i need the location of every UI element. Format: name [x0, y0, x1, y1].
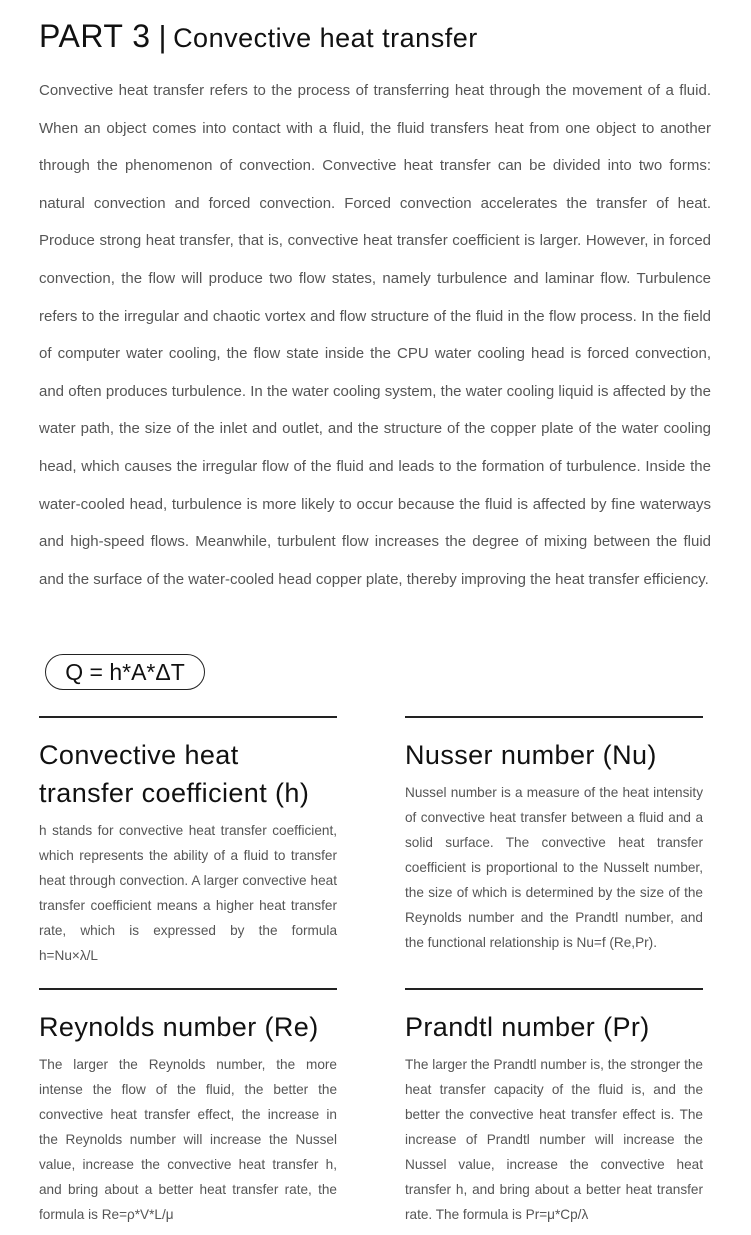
card-convective-coefficient [39, 716, 337, 968]
card-reynolds-number [39, 988, 337, 1227]
intro-paragraph: Convective heat transfer refers to the process of transferring heat through the movement of a fluid. When an object comes into contact with a fluid, the fluid transfers heat from one object to another through the phenomenon of convection. Convective heat transfer can be divided into two forms: natural convection and forced convection. Forced convection accelerates the transfer of heat. Produce strong heat transfer, that is, convective heat transfer coefficient is larger. However, in forced convection, the flow will produce two flow states, namely turbulence and laminar flow. Turbulence refers to the irregular and chaotic vortex and flow structure of the fluid in the flow process. In the field of computer water cooling, the flow state inside the CPU water cooling head is forced convection, and often produces turbulence. In the water cooling system, the water cooling liquid is affected by the water path, the size of the inlet and outlet, and the structure of the copper plate of the water cooling head, which causes the irregular flow of the fluid and leads to the formation of turbulence. Inside the water-cooled head, turbulence is more likely to occur because the fluid is affected by fine waterways and high-speed flows. Meanwhile, turbulent flow increases the degree of mixing between the fluid and the surface of the water-cooled head copper plate, thereby improving the heat transfer efficiency. [39, 82, 711, 588]
section-title: Convective heat transfer [173, 23, 478, 53]
divider [405, 716, 703, 718]
card-prandtl-number [405, 988, 703, 1227]
divider [405, 988, 703, 990]
card-body: The larger the Reynolds number, the more intense the flow of the fluid, the better the convective heat transfer effect, the increase in the Reynolds number will increase the Nussel value, increase the convective heat transfer h, and bring about a better heat transfer rate, the formula is Re=ρ*V*L/μ [39, 1057, 337, 1222]
card-body: Nussel number is a measure of the heat intensity of convective heat transfer between a fluid and a solid surface. The convective heat transfer coefficient is proportional to the Nusselt number, the size of which is determined by the size of the Reynolds number and the Prandtl number, and the functional relationship is Nu=f (Re,Pr). [405, 785, 703, 950]
divider [39, 716, 337, 718]
card-body: The larger the Prandtl number is, the stronger the heat transfer capacity of the fluid is, and the better the convective heat transfer effect is. The increase of Prandtl number will increase the Nussel value, increase the convective heat transfer h, and bring about a better heat transfer rate. The formula is Pr=μ*Cp/λ [405, 1057, 703, 1222]
divider [39, 988, 337, 990]
part-label: PART 3 [39, 18, 151, 54]
card-nusselt-number [405, 716, 703, 955]
card-title: Prandtl number (Pr) [405, 1012, 650, 1042]
card-title: Nusser number (Nu) [405, 740, 657, 770]
card-title: Reynolds number (Re) [39, 1012, 319, 1042]
card-body: h stands for convective heat transfer coefficient, which represents the ability of a fluid to transfer heat through convection. A larger convective heat transfer coefficient means a higher heat transfer rate, which is expressed by the formula h=Nu×λ/L [39, 823, 337, 963]
page-title [39, 18, 478, 55]
card-title: Convective heat transfer coefficient (h) [39, 740, 310, 808]
title-separator: | [158, 19, 168, 54]
formula-badge: Q = h*A*ΔT [45, 654, 205, 690]
